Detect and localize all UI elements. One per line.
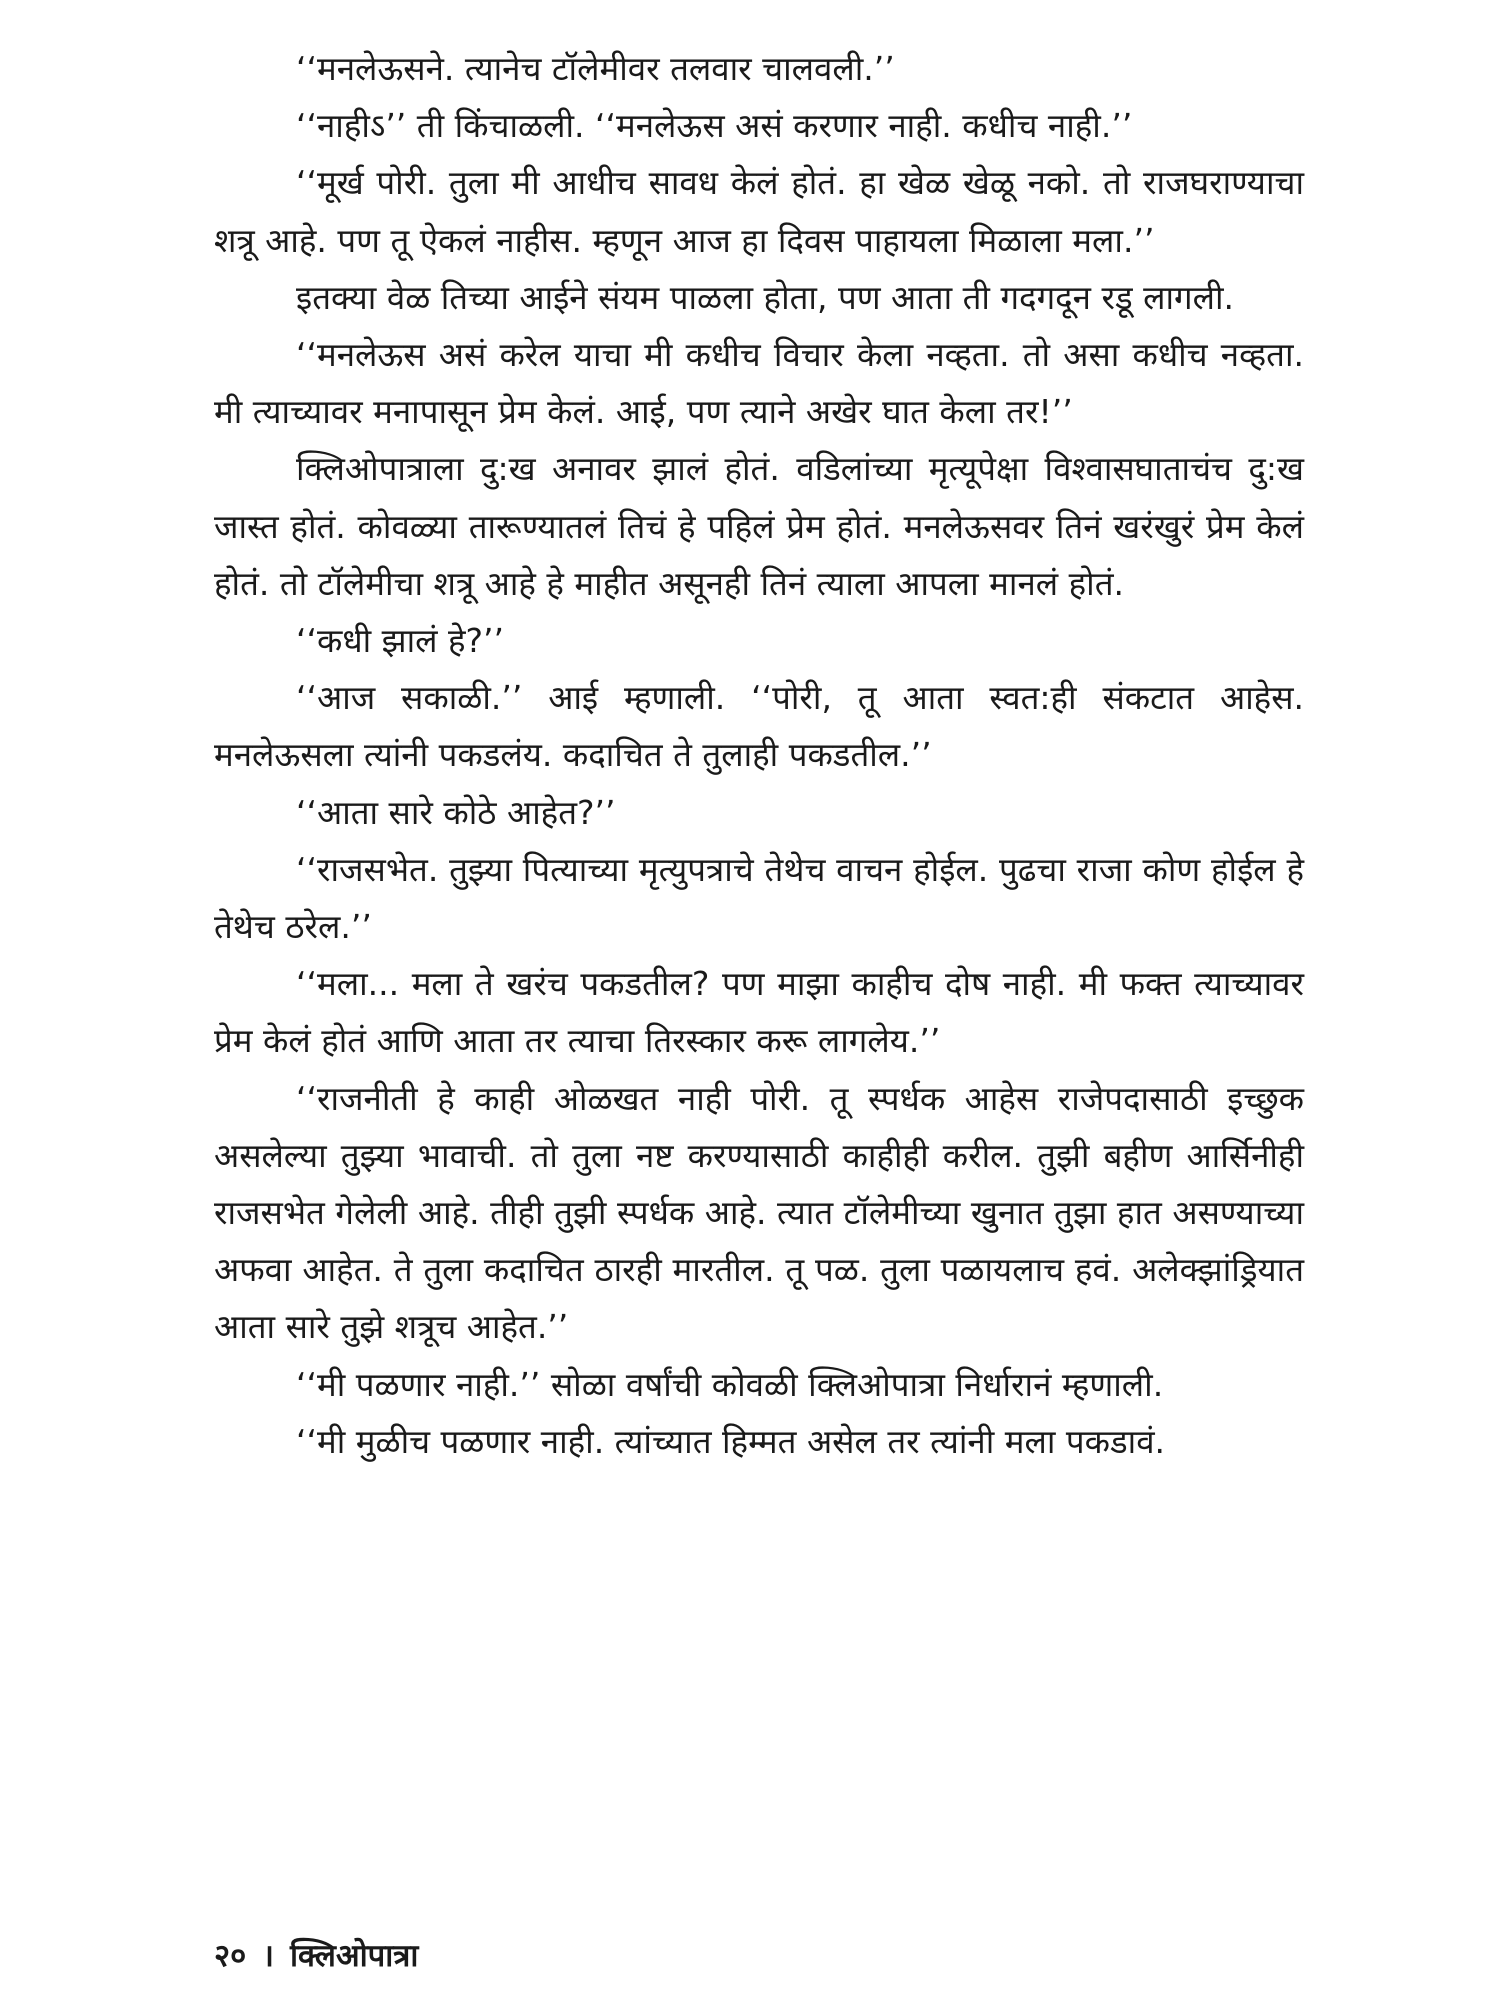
paragraph: ‘‘राजसभेत. तुझ्या पित्याच्या मृत्युपत्राचे तेथेच वाचन होईल. पुढचा राजा कोण होईल हे तेथेच ठरेल.’’ bbox=[214, 849, 1304, 947]
paragraph: ‘‘आज सकाळी.’’ आई म्हणाली. ‘‘पोरी, तू आता स्वत:ही संकटात आहेस. मनलेऊसला त्यांनी पकडलंय. कदाचित ते तुलाही पकडतील.’’ bbox=[214, 678, 1304, 775]
paragraph: इतक्या वेळ तिच्या आईने संयम पाळला होता, पण आता ती गदगदून रडू लागली. bbox=[296, 277, 1235, 317]
paragraph: ‘‘मनलेऊस असं करेल याचा मी कधीच विचार केला नव्हता. तो असा कधीच नव्हता. मी त्याच्यावर मनापासून प्रेम केलं. आई, पण त्याने अखेर घात केला तर!’’ bbox=[214, 335, 1304, 432]
book-title: क्लिओपात्रा bbox=[290, 1938, 419, 1974]
body-text bbox=[214, 40, 1304, 1470]
paragraph: ‘‘कधी झालं हे?’’ bbox=[296, 621, 505, 661]
footer-separator: । bbox=[262, 1938, 274, 1974]
paragraph: ‘‘नाहीऽ’’ ती किंचाळली. ‘‘मनलेऊस असं करणार नाही. कधीच नाही.’’ bbox=[296, 106, 1133, 146]
paragraph: ‘‘मी पळणार नाही.’’ सोळा वर्षांची कोवळी क्लिओपात्रा निर्धारानं म्हणाली. bbox=[296, 1364, 1164, 1404]
paragraph: क्लिओपात्राला दु:ख अनावर झालं होतं. वडिलांच्या मृत्यूपेक्षा विश्वासघाताचंच दु:ख जास्त होतं. कोवळ्या तारूण्यातलं तिचं हे पहिलं प्रेम होतं. मनलेऊसवर तिनं खरंखुरं प्रेम केलं होतं. तो टॉलेमीचा शत्रू आहे हे माहीत असूनही तिनं त्याला आपला मानलं होतं. bbox=[214, 449, 1304, 603]
paragraph: ‘‘मला... मला ते खरंच पकडतील? पण माझा काहीच दोष नाही. मी फक्त त्याच्यावर प्रेम केलं होतं आणि आता तर त्याचा तिरस्कार करू लागलेय.’’ bbox=[214, 964, 1304, 1061]
paragraph: ‘‘मी मुळीच पळणार नाही. त्यांच्यात हिम्मत असेल तर त्यांनी मला पकडावं. bbox=[296, 1421, 1166, 1461]
page-number: २० bbox=[214, 1938, 247, 1974]
paragraph: ‘‘मनलेऊसने. त्यानेच टॉलेमीवर तलवार चालवली.’’ bbox=[296, 49, 895, 88]
page-footer bbox=[214, 1936, 418, 1976]
paragraph: ‘‘आता सारे कोठे आहेत?’’ bbox=[296, 792, 616, 832]
paragraph: ‘‘राजनीती हे काही ओळखत नाही पोरी. तू स्पर्धक आहेस राजेपदासाठी इच्छुक असलेल्या तुझ्या भावाची. तो तुला नष्ट करण्यासाठी काहीही करील. तुझी बहीण आर्सिनीही राजसभेत गेलेली आहे. तीही तुझी स्पर्धक आहे. त्यात टॉलेमीच्या खुनात तुझा हात असण्याच्या अफवा आहेत. ते तुला कदाचित ठारही मारतील. तू पळ. तुला पळायलाच हवं. अलेक्झांड्रियात आता सारे तुझे शत्रूच आहेत.’’ bbox=[214, 1078, 1304, 1347]
paragraph: ‘‘मूर्ख पोरी. तुला मी आधीच सावध केलं होतं. हा खेळ खेळू नको. तो राजघराण्याचा शत्रू आहे. पण तू ऐकलं नाहीस. म्हणून आज हा दिवस पाहायला मिळाला मला.’’ bbox=[214, 163, 1304, 260]
